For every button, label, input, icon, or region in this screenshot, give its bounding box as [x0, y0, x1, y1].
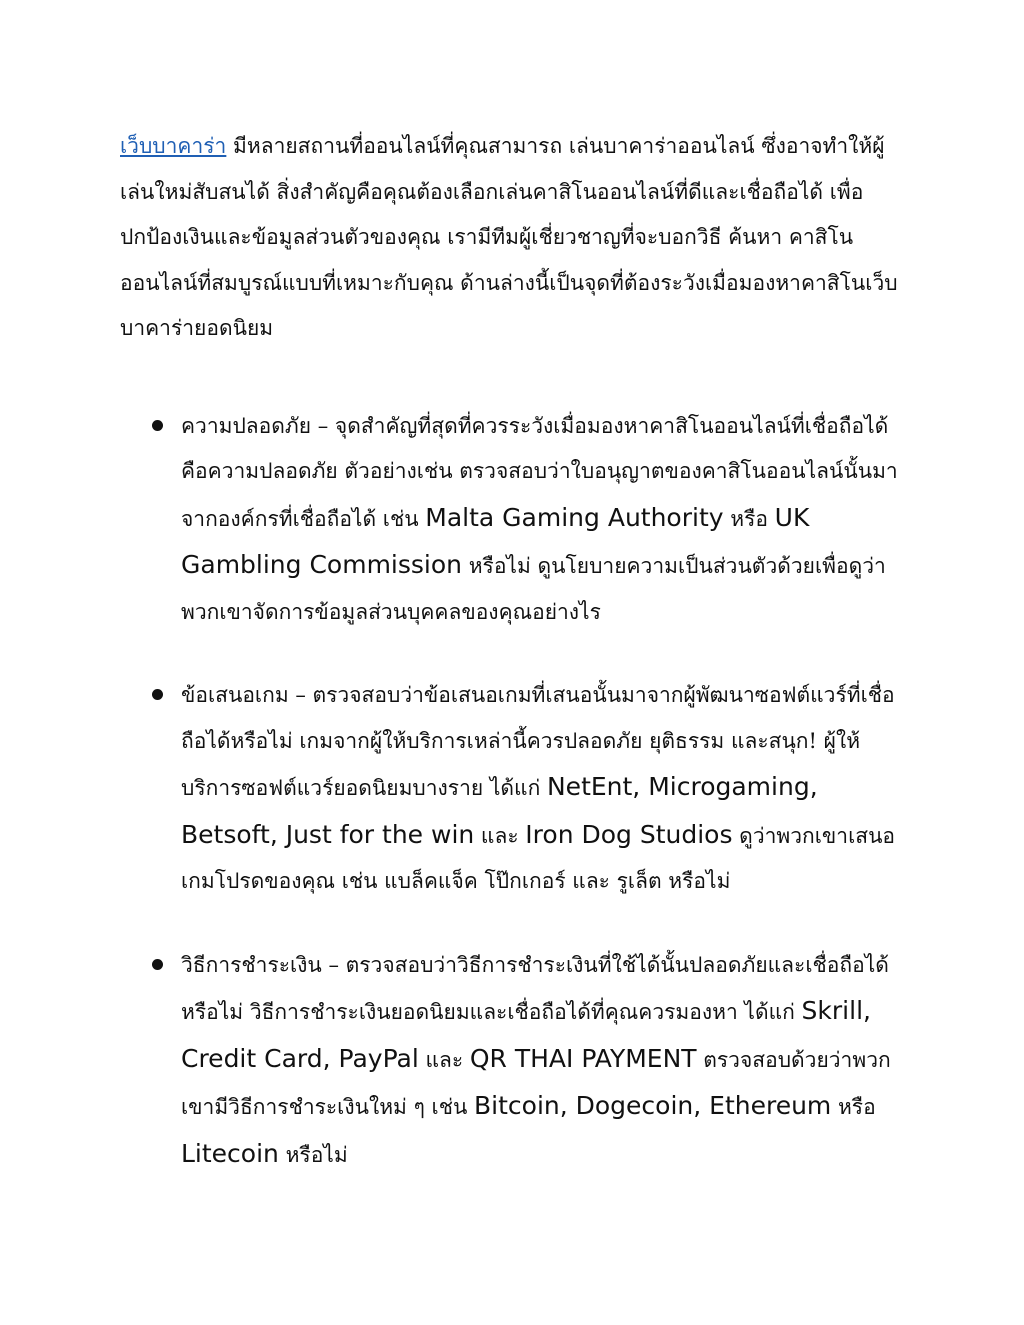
bullet-dot-icon — [152, 689, 163, 700]
bullet-text: วิธีการชำระเงิน – ตรวจสอบว่าวิธีการชำระเงินที่ใช้ได้นั้นปลอดภัยและเชื่อถือได้หรือไม่ วิธีการชำระเงินยอดนิยมและเชื่อถือได้ที่คุณควรมองหา ได้แก่ — [181, 952, 889, 1024]
bullet-text: ดูว่าพวกเขาเสนอเกมโปรดของคุณ เช่น แบล็คแจ็ค โป๊กเกอร์ และ รูเล็ต หรือไม่ — [181, 823, 896, 893]
bullet-latin-text: UK Gambling Commission — [181, 502, 810, 579]
bullet-text: หรือไม่ ดูนโยบายความเป็นส่วนตัวด้วยเพื่อดูว่าพวกเขาจัดการข้อมูลส่วนบุคคลของคุณอย่างไร — [181, 554, 886, 624]
bullet-text: ตรวจสอบด้วยว่าพวกเขามีวิธีการชำระเงินใหม่ ๆ เช่น — [181, 1047, 891, 1119]
bullet-text: และ — [418, 1047, 470, 1072]
bullet-item-game-offers — [120, 673, 910, 905]
bullet-latin-text: QR THAI PAYMENT — [469, 1043, 697, 1073]
baccarat-site-link[interactable]: เว็บบาคาร่า — [120, 134, 227, 158]
document-page — [120, 124, 910, 1216]
bullet-latin-text: Iron Dog Studios — [525, 819, 733, 849]
bullet-item-payment-methods — [120, 943, 910, 1179]
intro-paragraph — [120, 124, 910, 352]
bullet-dot-icon — [152, 420, 163, 431]
bullet-text: หรือ — [723, 506, 775, 531]
bullet-text: ความปลอดภัย – จุดสำคัญที่สุดที่ควรระวังเมื่อมองหาคาสิโนออนไลน์ที่เชื่อถือได้ คือความปลอดภัย ตัวอย่างเช่น ตรวจสอบว่าใบอนุญาตของคาสิโนออนไลน์นั้นมาจากองค์กรที่เชื่อถือได้ เช่น — [181, 413, 898, 531]
bullet-latin-text: Litecoin — [181, 1138, 279, 1168]
bullet-item-safety — [120, 404, 910, 636]
bullet-text: และ — [474, 823, 526, 848]
bullet-latin-text: NetEnt, Microgaming, Betsoft, Just for the win — [181, 772, 818, 849]
bullet-text: ข้อเสนอเกม – ตรวจสอบว่าข้อเสนอเกมที่เสนอนั้นมาจากผู้พัฒนาซอฟต์แวร์ที่เชื่อถือได้หรือไม่ เกมจากผู้ให้บริการเหล่านี้ควรปลอดภัย ยุติธรรม และสนุก! ผู้ให้บริการซอฟต์แวร์ยอดนิยมบางราย ได้แก่ — [181, 683, 895, 800]
bullet-latin-text: Skrill, Credit Card, PayPal — [181, 996, 871, 1073]
bullet-text: หรือ — [831, 1095, 876, 1119]
bullet-text: หรือไม่ — [278, 1142, 348, 1167]
bullet-latin-text: Bitcoin, Dogecoin, Ethereum — [474, 1091, 832, 1120]
bullet-list — [120, 404, 910, 1179]
bullet-dot-icon — [152, 959, 163, 970]
intro-text: มีหลายสถานที่ออนไลน์ที่คุณสามารถ เล่นบาคาร่าออนไลน์ ซึ่งอาจทำให้ผู้เล่นใหม่สับสนได้ สิ่งสำคัญคือคุณต้องเลือกเล่นคาสิโนออนไลน์ที่ดีและเชื่อถือได้ เพื่อปกป้องเงินและข้อมูลส่วนตัวของคุณ เรามีทีมผู้เชี่ยวชาญที่จะบอกวิธี ค้นหา คาสิโนออนไลน์ที่สมบูรณ์แบบที่เหมาะกับคุณ ด้านล่างนี้เป็นจุดที่ต้องระวังเมื่อมองหาคาสิโนเว็บบาคาร่ายอดนิยม — [120, 134, 898, 340]
bullet-latin-text: Malta Gaming Authority — [425, 502, 724, 532]
